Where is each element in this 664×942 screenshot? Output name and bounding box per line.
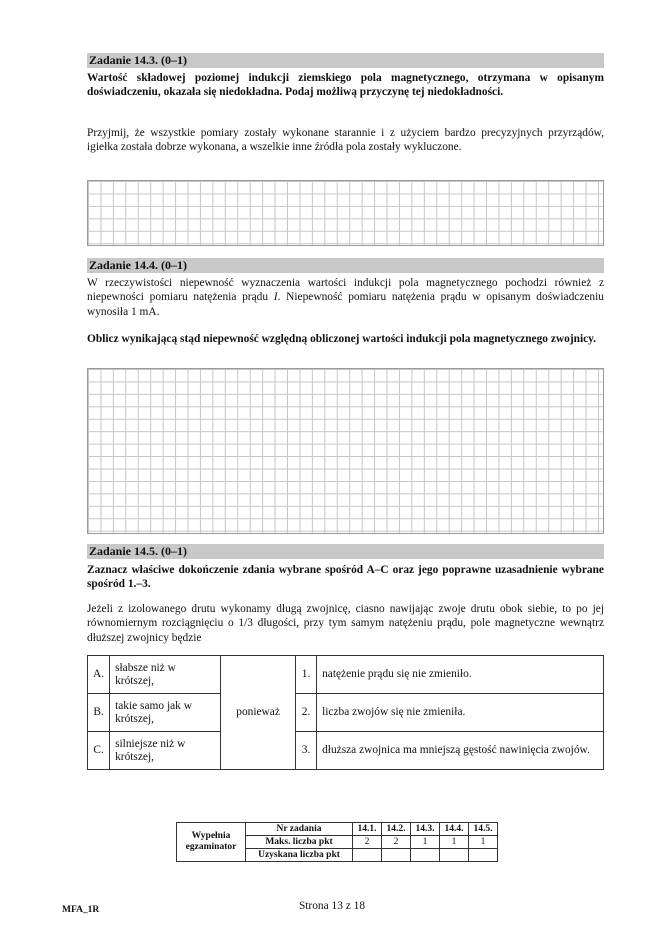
max-points-cell: 2 <box>382 836 411 849</box>
examiner-label: Wypełnia egzaminator <box>177 823 246 862</box>
option-c-letter[interactable]: C. <box>88 732 110 770</box>
task-14-5-instruction: Zaznacz właściwe dokończenie zdania wybrane spośród A–C oraz jego poprawne uzasadnienie wybrane spośród 1.–3. <box>87 564 604 591</box>
task-14-4-instruction: Oblicz wynikającą stąd niepewność względną obliczonej wartości indukcji pola magnetycznego zwojnicy. <box>87 333 597 345</box>
task-14-3-header: Zadanie 14.3. (0–1) <box>87 53 604 68</box>
task-14-4-header: Zadanie 14.4. (0–1) <box>87 258 604 273</box>
max-points-cell: 2 <box>353 836 382 849</box>
max-points-cell: 1 <box>440 836 469 849</box>
obtained-points-cell[interactable] <box>411 849 440 862</box>
row-task-label: Nr zadania <box>246 823 353 836</box>
task-14-3-instruction: Wartość składowej poziomej indukcji ziemskiego pola magnetycznego, otrzymana w opisanym doświadczeniu, okazała się niedokładna. Podaj możliwą przyczynę tej niedokładności. <box>87 72 604 99</box>
task-number-cell: 14.3. <box>411 823 440 836</box>
reason-1-text[interactable]: natężenie prądu się nie zmieniło. <box>317 656 604 694</box>
obtained-points-cell[interactable] <box>440 849 469 862</box>
reason-3-text[interactable]: dłuższa zwojnica ma mniejszą gęstość nawinięcia zwojów. <box>317 732 604 770</box>
obtained-points-cell[interactable] <box>382 849 411 862</box>
row-obtained-label: Uzyskana liczba pkt <box>246 849 353 862</box>
task-number-cell: 14.5. <box>469 823 498 836</box>
task-14-4-text: W rzeczywistości niepewność wyznaczenia wartości indukcji pola magnetycznego pochodzi również z niepewności pomiaru natężenia prądu I. Niepewność pomiaru natężenia prądu w opisanym doświadczeniu wynosiła 1 mA. <box>87 277 604 318</box>
max-points-cell: 1 <box>411 836 440 849</box>
reason-3-number[interactable]: 3. <box>296 732 317 770</box>
reason-1-number[interactable]: 1. <box>296 656 317 694</box>
task-number-cell: 14.2. <box>382 823 411 836</box>
obtained-points-cell[interactable] <box>353 849 382 862</box>
exam-code: MFA_1R <box>62 905 100 915</box>
option-c-text[interactable]: silniejsze niż w krótszej, <box>110 732 221 770</box>
connector-text: ponieważ <box>221 656 296 770</box>
reason-2-number[interactable]: 2. <box>296 694 317 732</box>
answer-grid-14-3[interactable] <box>87 180 604 246</box>
option-b-letter[interactable]: B. <box>88 694 110 732</box>
obtained-points-cell[interactable] <box>469 849 498 862</box>
choice-table <box>87 655 604 770</box>
page-number: Strona 13 z 18 <box>298 900 366 912</box>
option-b-text[interactable]: takie samo jak w krótszej, <box>110 694 221 732</box>
answer-grid-14-4[interactable] <box>87 368 604 534</box>
score-table <box>176 822 498 862</box>
task-number-cell: 14.4. <box>440 823 469 836</box>
task-14-5-header: Zadanie 14.5. (0–1) <box>87 544 604 559</box>
row-max-label: Maks. liczba pkt <box>246 836 353 849</box>
task-14-3-text: Przyjmij, że wszystkie pomiary zostały wykonane starannie i z użyciem bardzo precyzyjnych przyrządów, igiełka została dobrze wykonana, a wszelkie inne źródła pola zostały wykluczone. <box>87 127 604 154</box>
reason-2-text[interactable]: liczba zwojów się nie zmieniła. <box>317 694 604 732</box>
option-a-text[interactable]: słabsze niż w krótszej, <box>110 656 221 694</box>
task-14-5-text: Jeżeli z izolowanego drutu wykonamy długą zwojnicę, ciasno nawijając zwoje drutu obok siebie, to po jej równomiernym rozciągnięciu o 1/3 długości, przy tym samym natężeniu prądu, pole magnetyczne wewnątrz dłuższej zwojnicy będzie <box>87 603 604 644</box>
option-a-letter[interactable]: A. <box>88 656 110 694</box>
task-number-cell: 14.1. <box>353 823 382 836</box>
current-symbol: I <box>273 291 278 304</box>
max-points-cell: 1 <box>469 836 498 849</box>
